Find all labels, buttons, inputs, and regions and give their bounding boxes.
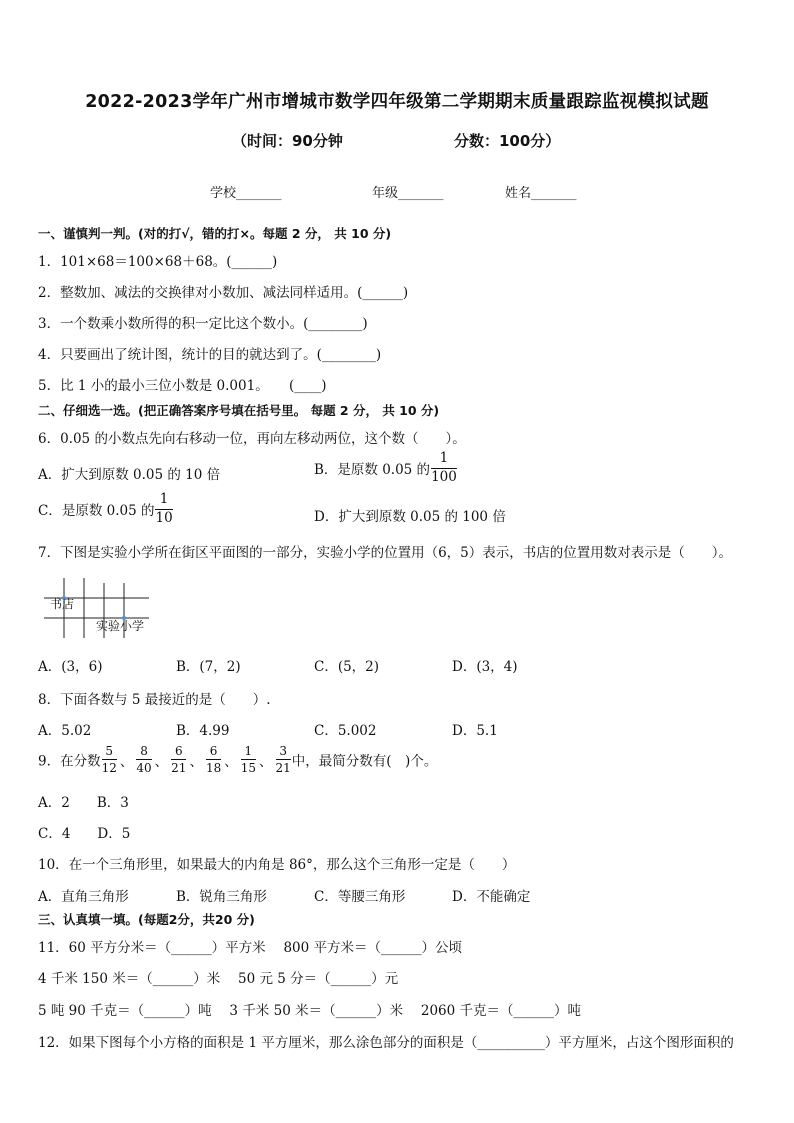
school-label: 实验小学 [96, 619, 145, 633]
question-8: 8．下面各数与 5 最接近的是（ ）. [38, 692, 271, 708]
section-1-heading: 一、谨慎判一判。(对的打√，错的打×。每题 2 分， 共 10 分) [38, 226, 392, 241]
question-1: 1．101×68＝100×68＋68。(______) [38, 254, 278, 270]
question-2: 2．整数加、减法的交换律对小数加、减法同样适用。(______) [38, 285, 409, 301]
question-3: 3．一个数乘小数所得的积一定比这个数小。(________) [38, 316, 368, 332]
q9-options-ab: A．2 B．3 [38, 795, 129, 811]
bookstore-label: 书店 [50, 597, 75, 611]
exam-time: （时间：90分钟 [232, 132, 343, 150]
q7-option-a: A．(3，6) [38, 659, 103, 675]
q8-option-b: B．4.99 [176, 723, 230, 739]
fraction: $\frac{8}{40}$ [136, 744, 152, 775]
q10-option-b: B．锐角三角形 [176, 889, 267, 905]
grade-field: 年级_______ [372, 186, 444, 201]
exam-score: 分数：100分） [454, 132, 561, 150]
fraction: $\frac{6}{18}$ [205, 744, 222, 775]
question-7: 7．下图是实验小学所在街区平面图的一部分，实验小学的位置用（6，5）表示，书店的位置用数对表示是（ ）。 [38, 545, 733, 561]
page-title: 2022-2023学年广州市增城市数学四年级第二学期期末质量跟踪监视模拟试题 [85, 92, 709, 112]
q8-option-d: D．5.1 [452, 723, 498, 739]
section-3-heading: 三、认真填一填。(每题2分，共20 分) [38, 912, 255, 927]
question-12: 12．如果下图每个小方格的面积是 1 平方厘米，那么涂色部分的面积是（__________）平方厘米，占这个图形面积的 [38, 1035, 734, 1051]
question-11-line-1: 11．60 平方分米＝（______）平方米 800 平方米＝（______）公顷 [38, 940, 462, 956]
q10-option-c: C．等腰三角形 [314, 889, 406, 905]
q7-option-d: D．(3，4) [452, 659, 518, 675]
question-6: 6．0.05 的小数点先向右移动一位，再向左移动两位，这个数（ ）。 [38, 431, 466, 447]
q6-option-a: A．扩大到原数 0.05 的 10 倍 [38, 467, 221, 483]
question-11-line-2: 4 千米 150 米＝（______）米 50 元 5 分＝（______）元 [38, 971, 399, 987]
fraction: $\frac{1}{15}$ [240, 744, 256, 775]
question-9: 9．在分数 $\frac{5}{12}$ 、 $\frac{8}{40}$ 、 $\frac{6}{21}$ 、 $\frac{6}{18}$ 、 $\frac{1}{15}$ 、 $\frac{3}{21}$ 中，最简分数有( )个。 [38, 744, 438, 775]
q9-options-cd: C．4 D．5 [38, 826, 131, 842]
q8-option-a: A．5.02 [38, 723, 92, 739]
q6-option-c: C．是原数 0.05 的 $\frac{1}{10}$ [38, 491, 173, 526]
q7-option-c: C．(5，2) [314, 659, 380, 675]
fraction: $\frac{6}{21}$ [171, 744, 187, 775]
section-2-heading: 二、仔细选一选。(把正确答案序号填在括号里。 每题 2 分， 共 10 分) [38, 403, 440, 418]
street-grid-map [44, 578, 174, 640]
school-field: 学校_______ [210, 186, 282, 201]
question-10: 10．在一个三角形里，如果最大的内角是 86°，那么这个三角形一定是（ ） [38, 857, 516, 873]
fraction: $\frac{3}{21}$ [275, 744, 291, 775]
q10-option-a: A．直角三角形 [38, 889, 129, 905]
q6-option-d: D．扩大到原数 0.05 的 100 倍 [314, 509, 506, 525]
name-field: 姓名_______ [505, 186, 577, 201]
q7-option-b: B．(7，2) [176, 659, 241, 675]
question-5: 5．比 1 小的最小三位小数是 0.001。 (____) [38, 378, 327, 394]
fraction: $\frac{5}{12}$ [101, 744, 117, 775]
q8-option-c: C．5.002 [314, 723, 377, 739]
q6-option-b: B．是原数 0.05 的 $\frac{1}{100}$ [314, 450, 457, 485]
question-4: 4．只要画出了统计图，统计的目的就达到了。(________) [38, 347, 382, 363]
question-11-line-3: 5 吨 90 千克＝（______）吨 3 千米 50 米＝（______）米 2060 千克＝（______）吨 [38, 1003, 582, 1019]
q10-option-d: D．不能确定 [452, 889, 531, 905]
